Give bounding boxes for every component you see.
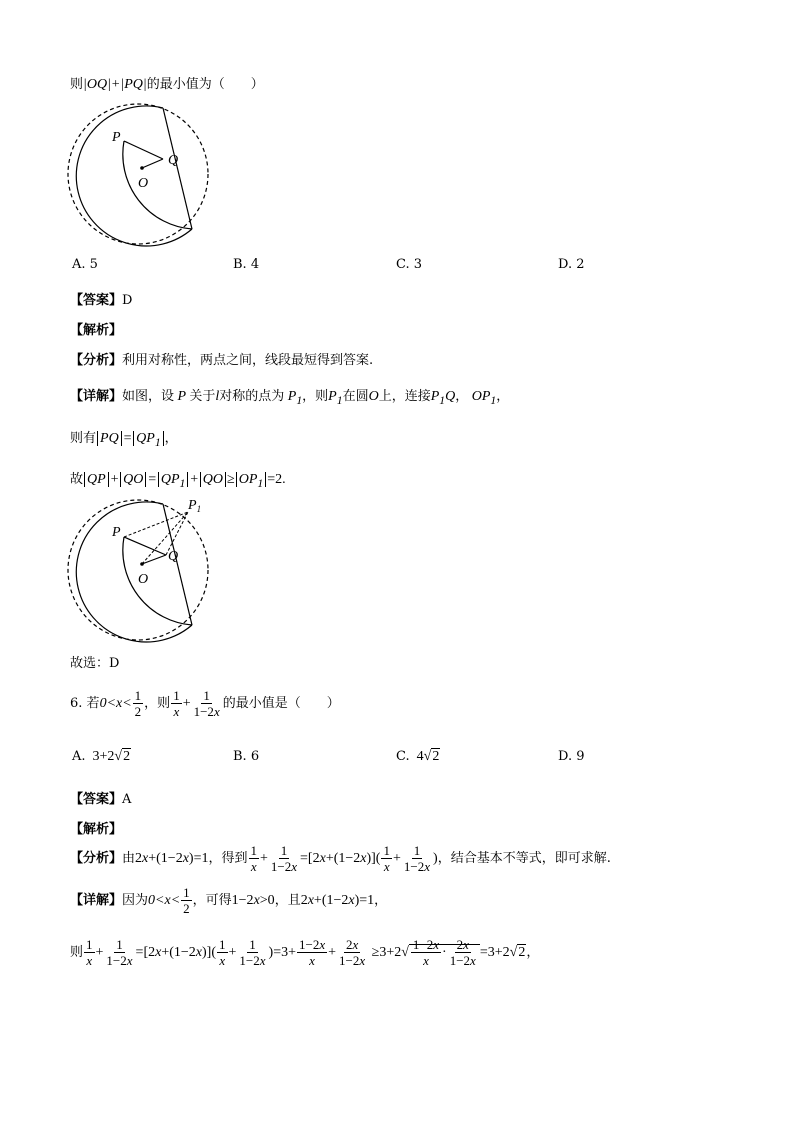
fig1-label-o: O <box>138 176 149 191</box>
q5-option-b: B. 4 <box>233 257 260 272</box>
q6-xiangjie: 【详解】因为0<x< $\frac{1}{2}$ ，可得1−2x>0，且2x+(1−2x)=1， <box>70 885 388 916</box>
fig2-label-o: O <box>138 572 149 587</box>
fig1-label-p: P <box>112 130 121 145</box>
q6-option-b: B. 6 <box>233 749 260 764</box>
q6-option-a: A. 3+2√2 <box>72 749 131 764</box>
q5-line2: 则有 PQ = $QP_1$ ， <box>70 431 178 449</box>
q5-stem: 则|OQ|+|PQ|的最小值为（ ） <box>70 77 264 92</box>
q6-answer: 【答案】A <box>70 792 132 807</box>
q5-xiangjie: 【详解】如图，设 P 关于l对称的点为 $P_1$，则$P_1$在圆O上，连接$P_1Q$， $OP_1$， <box>70 389 510 407</box>
q5-option-c: C. 3 <box>396 257 423 272</box>
q6-analysis-tag: 【解析】 <box>70 822 123 837</box>
fig1-label-q: Q <box>168 153 179 168</box>
q5-stem-expression: |OQ|+|PQ| <box>83 77 147 92</box>
fig2-label-p1: $P_1$ <box>188 498 202 514</box>
q5-figure-1 <box>66 103 226 253</box>
q5-fenxi: 【分析】利用对称性，两点之间，线段最短得到答案. <box>70 353 374 368</box>
q5-choose: 故选：D <box>70 656 120 671</box>
q5-option-a: A. 5 <box>72 257 98 272</box>
q6-option-c: C. 4√2 <box>396 749 440 764</box>
q5-analysis-tag: 【解析】 <box>70 323 123 338</box>
q6-final-line: 则 $\frac{1}{x}$ + $\frac{1}{1-2x}$ =[2x+(1−2x)]( $\frac{1}{x}$ + $\frac{1}{1-2x}$ )=3+ $\frac{1-2x}{x}$ + $\frac{2x}{1-2x}$ ≥3+2√ $\frac{1-2x}{x}$ · $\frac{2x}{1-2x}$ =3+2√2， <box>70 937 540 968</box>
q5-option-d: D. 2 <box>558 257 585 272</box>
q5-figure-2 <box>66 494 231 644</box>
q6-option-d: D. 9 <box>558 749 585 764</box>
fig2-label-p: P <box>112 525 121 540</box>
q6-stem: 6. 若0<x< $\frac{1}{2}$ ，则 $\frac{1}{x}$ + $\frac{1}{1-2x}$ 的最小值是（ ） <box>70 688 340 719</box>
q6-fenxi: 【分析】由2x+(1−2x)=1，得到 $\frac{1}{x}$ + $\frac{1}{1-2x}$ =[2x+(1−2x)]( $\frac{1}{x}$ + $\frac{1}{1-2x}$ )，结合基本不等式，即可求解. <box>70 843 611 874</box>
q5-answer: 【答案】D <box>70 293 133 308</box>
q5-line3: 故 QP + QO = $QP_1$ + QO ≥ $OP_1 =2$. <box>70 472 286 490</box>
fig2-label-q: Q <box>168 549 179 564</box>
